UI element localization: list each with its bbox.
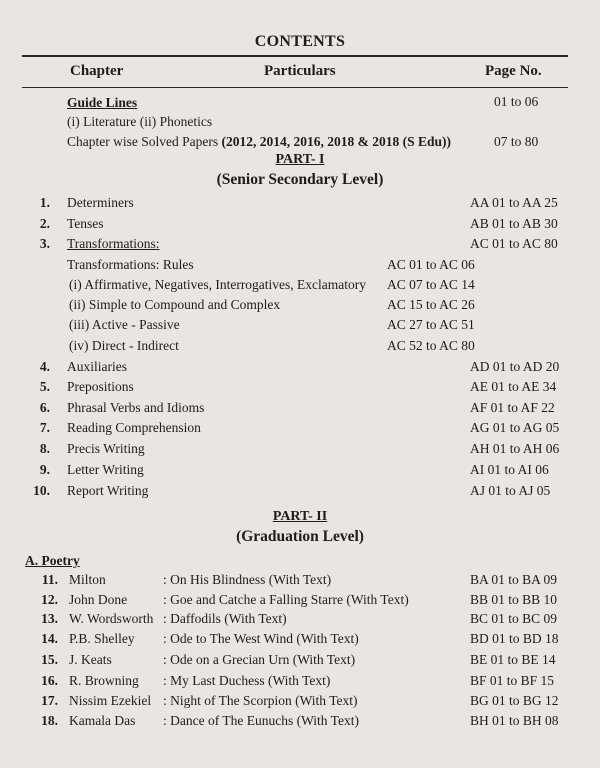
poem-title: : Daffodils (With Text)	[163, 611, 287, 626]
part2-label: PART- II	[272, 509, 328, 524]
poem-title: : Night of The Scorpion (With Text)	[163, 693, 358, 708]
part1-item-number: 1.	[39, 195, 50, 210]
part1-item-pages: AA 01 to AA 25	[470, 195, 558, 210]
poem-number: 15.	[41, 652, 58, 667]
poem-author: W. Wordsworth	[69, 611, 154, 626]
transformation-item-pages: AC 52 to AC 80	[387, 338, 475, 353]
solved-papers-pages: 07 to 80	[494, 134, 539, 149]
guide-lines-sub: (i) Literature (ii) Phonetics	[67, 114, 213, 129]
poem-author: J. Keats	[69, 652, 112, 667]
header-particulars: Particulars	[264, 63, 336, 79]
header-chapter: Chapter	[70, 63, 124, 79]
part1-item-number: 4.	[39, 359, 50, 374]
part1-item-pages: AI 01 to AI 06	[470, 462, 549, 477]
poem-author: P.B. Shelley	[69, 631, 135, 646]
poem-number: 13.	[41, 611, 58, 626]
poem-author: Milton	[69, 572, 106, 587]
poem-pages: BA 01 to BA 09	[470, 572, 558, 587]
transformation-item-pages: AC 01 to AC 06	[387, 257, 475, 272]
part1-item-number: 5.	[39, 379, 50, 394]
part1-item-title: Transformations:	[67, 236, 160, 251]
poem-author: Nissim Ezekiel	[69, 693, 152, 708]
poem-title: : Dance of The Eunuchs (With Text)	[163, 713, 359, 728]
poetry-label-text: A. Poetry	[25, 553, 80, 568]
part1-item-title: Report Writing	[67, 483, 149, 498]
header-bottom-rule	[22, 87, 568, 88]
part1-item-title: Determiners	[67, 195, 134, 210]
part1-item-title: Tenses	[67, 216, 104, 231]
transformation-item-title: (iv) Direct - Indirect	[69, 338, 179, 353]
poetry-label	[25, 553, 80, 569]
part1-item-pages: AD 01 to AD 20	[470, 359, 560, 374]
poem-number: 12.	[41, 592, 58, 607]
transformation-item-pages: AC 15 to AC 26	[387, 297, 475, 312]
poem-title: : My Last Duchess (With Text)	[163, 673, 331, 688]
poem-number: 16.	[41, 673, 58, 688]
solved-papers-prefix: Chapter wise Solved Papers	[67, 134, 222, 149]
poem-title: : On His Blindness (With Text)	[163, 572, 332, 587]
part2-level: (Graduation Level)	[236, 528, 364, 545]
part1-item-title: Prepositions	[67, 379, 134, 394]
transformation-item-title: (i) Affirmative, Negatives, Interrogatives, Exclamatory	[69, 277, 367, 292]
part1-item-pages: AE 01 to AE 34	[470, 379, 557, 394]
transformation-item-pages: AC 27 to AC 51	[387, 317, 475, 332]
header-top-rule	[22, 55, 568, 57]
part1-item-number: 10.	[33, 483, 50, 498]
transformation-item-title: (ii) Simple to Compound and Complex	[69, 297, 281, 312]
part1-item-title: Letter Writing	[67, 462, 144, 477]
part1-item-pages: AG 01 to AG 05	[470, 420, 560, 435]
transformation-item-pages: AC 07 to AC 14	[387, 277, 475, 292]
transformation-item-title: Transformations: Rules	[67, 257, 194, 272]
poem-number: 18.	[41, 713, 58, 728]
part1-item-number: 8.	[39, 441, 50, 456]
part1-item-number: 7.	[39, 420, 50, 435]
poem-pages: BH 01 to BH 08	[470, 713, 559, 728]
poem-pages: BB 01 to BB 10	[470, 592, 558, 607]
part1-item-number: 3.	[39, 236, 50, 251]
guide-lines-pages: 01 to 06	[494, 94, 539, 109]
transformation-item-title: (iii) Active - Passive	[69, 317, 180, 332]
part1-item-pages: AJ 01 to AJ 05	[470, 483, 551, 498]
poem-pages: BE 01 to BE 14	[470, 652, 556, 667]
poem-author: John Done	[69, 592, 128, 607]
solved-papers-years: (2012, 2014, 2016, 2018 & 2018 (S Edu))	[221, 134, 451, 149]
part1-label: PART- I	[275, 152, 325, 167]
poem-author: R. Browning	[69, 673, 139, 688]
header-page-no: Page No.	[485, 63, 542, 79]
poem-number: 11.	[41, 572, 58, 587]
poem-author: Kamala Das	[69, 713, 136, 728]
poem-pages: BF 01 to BF 15	[470, 673, 555, 688]
part1-item-title: Precis Writing	[67, 441, 145, 456]
contents-title: CONTENTS	[254, 33, 346, 50]
part1-item-number: 9.	[39, 462, 50, 477]
guide-lines-heading: Guide Lines	[67, 95, 138, 110]
part1-item-title: Phrasal Verbs and Idioms	[67, 400, 205, 415]
poem-number: 14.	[41, 631, 58, 646]
part1-item-title: Reading Comprehension	[67, 420, 201, 435]
poem-title: : Ode on a Grecian Urn (With Text)	[163, 652, 356, 667]
part1-item-pages: AF 01 to AF 22	[470, 400, 555, 415]
part1-item-pages: AC 01 to AC 80	[470, 236, 558, 251]
part1-item-number: 2.	[39, 216, 50, 231]
part1-item-number: 6.	[39, 400, 50, 415]
poem-pages: BD 01 to BD 18	[470, 631, 559, 646]
part1-item-pages: AB 01 to AB 30	[470, 216, 558, 231]
part1-level: (Senior Secondary Level)	[216, 171, 384, 188]
poem-title: : Goe and Catche a Falling Starre (With Text)	[163, 592, 409, 607]
poem-title: : Ode to The West Wind (With Text)	[163, 631, 359, 646]
poem-pages: BG 01 to BG 12	[470, 693, 559, 708]
solved-papers-line	[67, 134, 451, 150]
poem-number: 17.	[41, 693, 58, 708]
part1-item-pages: AH 01 to AH 06	[470, 441, 560, 456]
part1-item-title: Auxiliaries	[67, 359, 127, 374]
poem-pages: BC 01 to BC 09	[470, 611, 558, 626]
